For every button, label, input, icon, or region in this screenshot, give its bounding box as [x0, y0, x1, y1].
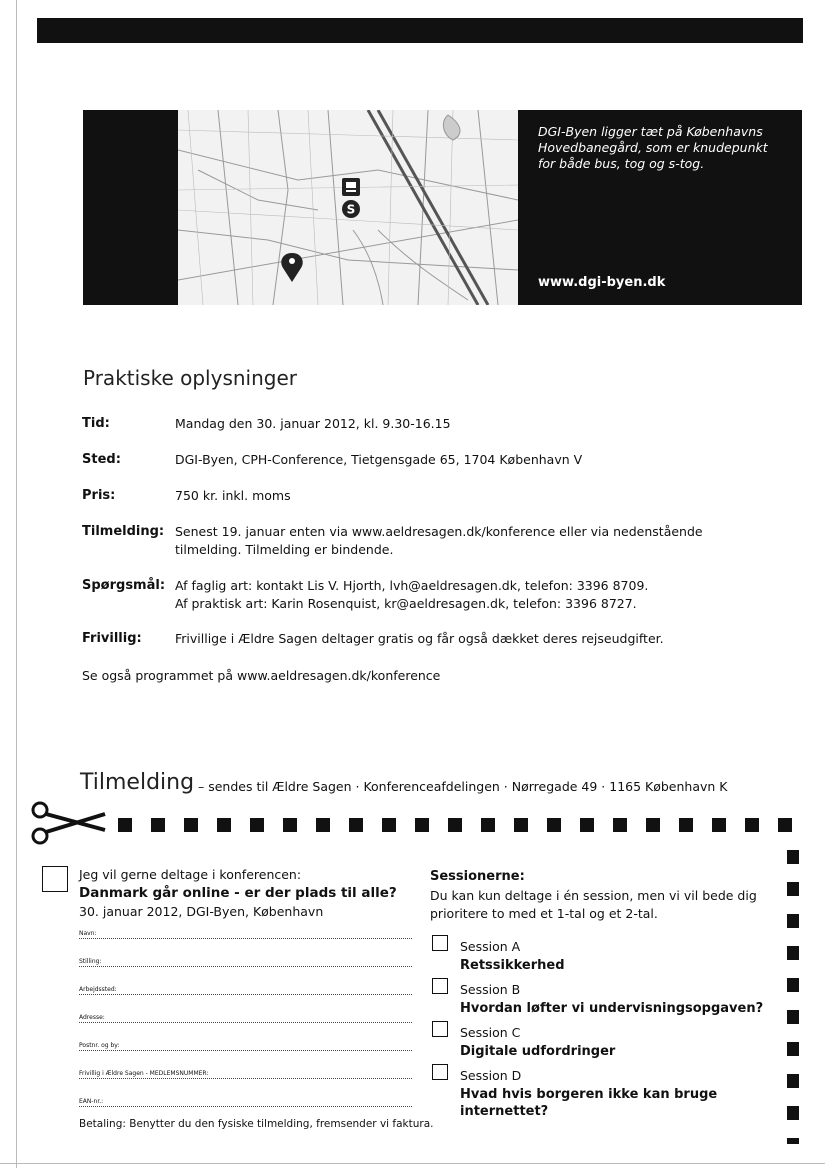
session-a-checkbox[interactable] [432, 935, 448, 951]
participate-intro: Jeg vil gerne deltage i konferencen: [79, 867, 302, 882]
value-pris: 750 kr. inkl. moms [175, 488, 291, 503]
session-d-name: Session D [460, 1068, 522, 1083]
session-a-title: Retssikkerhed [460, 958, 565, 973]
banner-text: DGI-Byen ligger tæt på Københavns Hovedbanegård, som er knudepunkt for både bus, tog og s-tog. [538, 124, 768, 171]
train-icon [342, 178, 360, 196]
session-c-title: Digitale udfordringer [460, 1044, 616, 1059]
conference-date-place: 30. januar 2012, DGI-Byen, København [79, 904, 324, 919]
scissors-icon [30, 800, 110, 846]
banner-url[interactable]: www.dgi-byen.dk [538, 275, 666, 290]
name-field[interactable]: Navn: [79, 930, 412, 939]
banner-info [518, 110, 802, 305]
postcode-city-field[interactable]: Postnr. og by: [79, 1042, 412, 1051]
session-a-name: Session A [460, 939, 521, 954]
label-pris: Pris: [82, 488, 116, 503]
session-b-checkbox[interactable] [432, 978, 448, 994]
session-c-name: Session C [460, 1025, 521, 1040]
label-tilmelding: Tilmelding: [82, 524, 165, 539]
conference-title: Danmark går online - er der plads til alle? [79, 885, 397, 901]
banner-left-block [83, 110, 178, 305]
value-spoergsmaal-1: Af faglig art: kontakt Lis V. Hjorth, lvh@aeldresagen.dk, telefon: 3396 8709. [175, 578, 649, 593]
section-heading: Praktiske oplysninger [83, 366, 297, 390]
member-number-field[interactable]: Frivillig i Ældre Sagen - MEDLEMSNUMMER: [79, 1070, 412, 1079]
registration-title: Tilmelding [80, 770, 195, 795]
label-frivillig: Frivillig: [82, 631, 142, 646]
session-d-checkbox[interactable] [432, 1064, 448, 1080]
location-pin-icon [281, 253, 302, 282]
sessions-text: Du kan kun deltage i én session, men vi vil bede dig prioritere to med et 1-tal og et 2-tal. [430, 888, 757, 921]
participate-checkbox[interactable] [42, 866, 68, 892]
session-b-name: Session B [460, 982, 521, 997]
session-c-checkbox[interactable] [432, 1021, 448, 1037]
cut-line [118, 818, 804, 832]
label-sted: Sted: [82, 452, 121, 467]
margin-rule [16, 0, 17, 1168]
header-bar [37, 18, 803, 43]
location-map [178, 110, 518, 305]
value-tilmelding: Senest 19. januar enten via www.aeldresagen.dk/konference eller via nedenstående tilmelding. Tilmelding er bindende. [175, 524, 703, 557]
label-tid: Tid: [82, 416, 110, 431]
workplace-field[interactable]: Arbejdssted: [79, 986, 412, 995]
svg-text:S: S [346, 202, 356, 217]
value-spoergsmaal-2: Af praktisk art: Karin Rosenquist, kr@aeldresagen.dk, telefon: 3396 8727. [175, 596, 637, 611]
payment-note: Betaling: Benytter du den fysiske tilmelding, fremsender vi faktura. [79, 1118, 434, 1130]
session-b-title: Hvordan løfter vi undervisningsopgaven? [460, 1001, 764, 1016]
value-tid: Mandag den 30. januar 2012, kl. 9.30-16.15 [175, 416, 451, 431]
address-field[interactable]: Adresse: [79, 1014, 412, 1023]
s-train-icon [342, 200, 360, 218]
bottom-rule [0, 1163, 825, 1164]
map-graphic [178, 110, 518, 305]
label-spoergsmaal: Spørgsmål: [82, 578, 166, 593]
value-frivillig: Frivillige i Ældre Sagen deltager gratis og får også dækket deres rejseudgifter. [175, 631, 664, 646]
registration-address: – sendes til Ældre Sagen · Konferenceafdelingen · Nørregade 49 · 1165 København K [198, 779, 728, 794]
ean-field[interactable]: EAN-nr.: [79, 1098, 412, 1107]
value-sted: DGI-Byen, CPH-Conference, Tietgensgade 65, 1704 København V [175, 452, 583, 467]
sessions-heading: Sessionerne: [430, 869, 525, 884]
position-field[interactable]: Stilling: [79, 958, 412, 967]
session-d-title: Hvad hvis borgeren ikke kan bruge internettet? [460, 1087, 718, 1119]
program-note: Se også programmet på www.aeldresagen.dk/konference [82, 668, 441, 683]
